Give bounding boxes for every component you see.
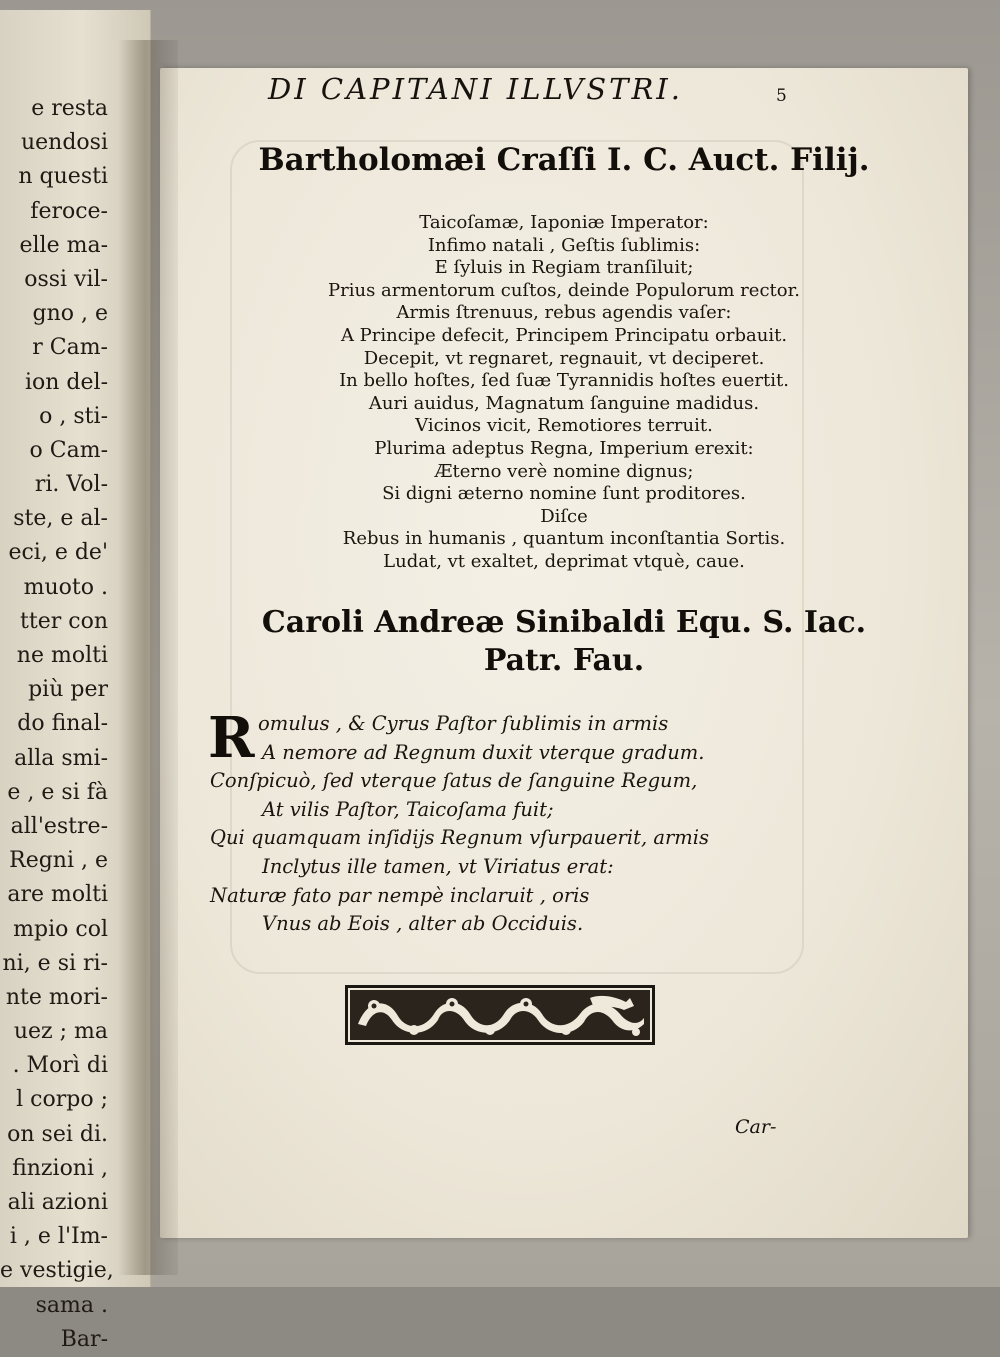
poem-line: Rebus in humanis , quantum inconſtantia Sortis. [342,528,786,550]
poem-sinibaldi [208,705,810,939]
poem-line: Inclytus ille tamen, vt Viriatus erat: [262,854,614,878]
poem-line: Naturæ fato par nempè inclaruit , oris [210,883,590,907]
left-line: i , e l'Im- [9,1224,108,1250]
left-line: on sei di. [7,1121,108,1147]
poem-line: Prius armentorum cuſtos, deinde Populorum rector. [328,279,800,301]
left-line: ion del- [24,369,108,395]
poem-line: Si digni æterno nomine ſunt proditores. [382,483,746,505]
poem-line: Auri auidus, Magnatum ſanguine madidus. [368,392,760,414]
catchword: Car- [735,1116,777,1138]
left-line: sama . [35,1292,108,1318]
poem-line: A Principe defecit, Principem Principatu orbauit. [340,324,788,346]
poem-line: Qui quamquam inſidijs Regnum vſurpauerit, armis [210,826,710,850]
running-head: DI CAPITANI ILLVSTRI. [268,72,683,106]
poem-line: At vilis Paſtor, Taicoſama fuit; [262,797,554,821]
left-line: Bar- [60,1326,108,1352]
poem-line: Armis ſtrenuus, rebus agendis vaſer: [396,302,732,324]
left-line: all'estre- [10,813,108,839]
left-line: mpio col [13,916,108,942]
left-line: Regni , e [9,848,108,874]
left-line: nte mori- [5,984,108,1010]
poem-line: Plurima adeptus Regna, Imperium erexit: [374,437,754,459]
drop-cap-initial: R [208,705,255,771]
left-line: . Morì di [12,1053,108,1079]
left-line: ali azioni [7,1190,108,1215]
poem-line: Diſce [540,505,588,527]
poem-line: Vnus ab Eois , alter ab Occiduis. [262,912,584,936]
left-line: ossi vil- [24,266,108,292]
left-line: ne molti [16,643,108,668]
poem-line: In bello hoſtes, ſed ſuæ Tyrannidis hoſtes euertit. [339,370,789,392]
left-page-text [0,92,114,1357]
poem-line: Conſpicuò, ſed vterque ſatus de ſanguine Regum, [210,769,698,793]
left-line: finzioni , [12,1155,108,1181]
left-line: r Cam- [32,335,108,361]
left-line: muoto . [23,574,108,600]
left-line: uendosi [20,130,108,156]
poem-line: A nemore ad Regnum duxit vterque gradum. [262,740,705,764]
poem-line: Decepit, vt regnaret, regnauit, vt deciperet. [363,347,765,369]
poem-line: Æterno verè nomine dignus; [434,460,694,482]
left-line: gno , e [32,301,108,327]
left-line: o , sti- [39,403,108,429]
left-line: tter con [20,608,108,634]
poem-line: E ſyluis in Regiam tranſiluit; [434,257,694,279]
heading-line: Caroli Andreæ Sinibaldi Equ. S. Iac. [261,605,867,640]
left-line: alla smi- [14,745,108,771]
left-line: e resta [31,96,108,121]
poem-line: Vicinos vicit, Remotiores terruit. [415,415,713,437]
poem-line: Ludat, vt exaltet, deprimat vtquè, caue. [383,550,745,572]
left-line: feroce- [30,198,108,224]
left-line: l corpo ; [16,1087,108,1113]
section-heading-sinibaldi [160,604,968,680]
poem-line: Infimo natali , Geſtis ſublimis: [427,234,701,256]
heading-line: Patr. Fau. [483,643,645,678]
poem-crassi [160,212,968,574]
left-line: n questi [18,164,108,190]
left-line: do final- [17,711,108,737]
poem-line: Taicoſamæ, Iaponiæ Imperator: [419,212,709,233]
left-line: ste, e al- [13,506,108,532]
section-heading-crassi: Bartholomæi Craſſi I. C. Auct. Filij. [258,142,870,178]
left-line: e vestigie, [0,1258,114,1284]
left-line: più per [28,677,108,703]
left-line: uez ; ma [13,1019,108,1045]
left-line: e , e si fà [7,779,108,805]
poem-line: omulus , & Cyrus Paſtor ſublimis in armis [258,712,669,735]
page-number: 5 [776,86,787,106]
left-line: ri. Vol- [34,472,108,498]
woodcut-ornament-icon [344,984,656,1046]
left-line: eci, e de' [8,540,108,566]
left-line: ni, e si ri- [2,950,108,976]
left-line: o Cam- [29,437,108,463]
left-line: elle ma- [19,232,108,258]
left-line: are molti [7,882,108,908]
